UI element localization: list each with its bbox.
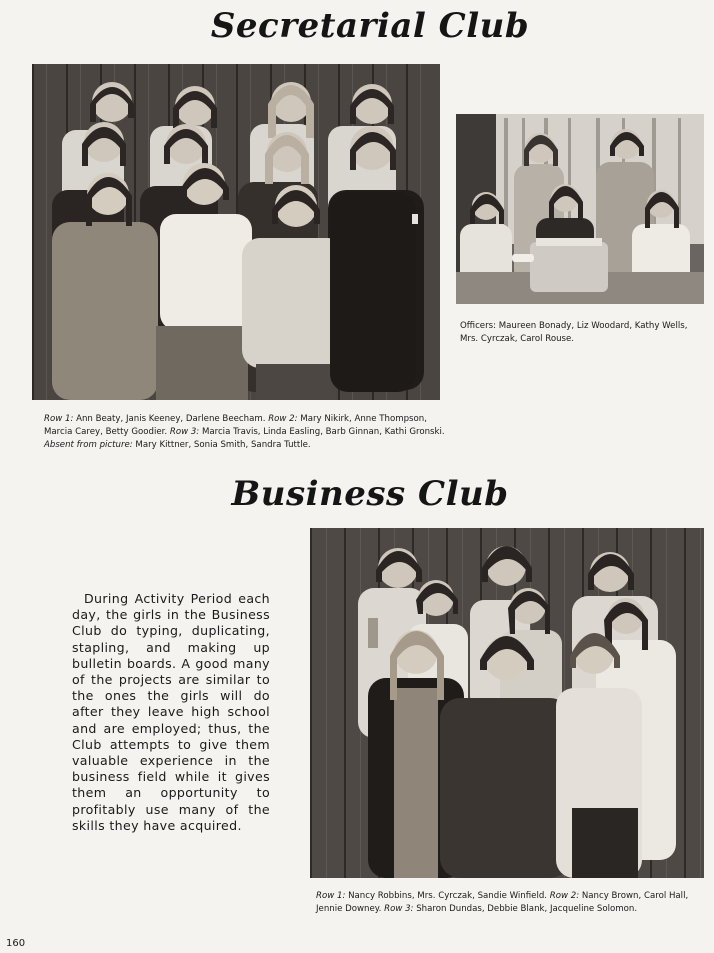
secretarial-club-title: Secretarial Club: [210, 6, 530, 46]
business-club-description: During Activity Period each day, the girls in the Business Club do typing, duplicating, stapling, and making up bulletin boards. A good many of the projects are similar to the ones the girls will do after they leave high school and are employed; thus, the Club attempts to give them valuable experience in the business field while it gives them an opportunity to profitably use many of the skills they have acquired.: [72, 591, 270, 833]
officers-caption-label: Officers:: [460, 321, 496, 331]
business-club-group-caption: [316, 890, 706, 916]
absent-names: Mary Kittner, Sonia Smith, Sandra Tuttle.: [135, 440, 311, 450]
row-2-names: Mary Nikirk, Anne Thompson, Marcia Carey, Betty Goodier.: [44, 414, 427, 437]
business-club-group-photo: [310, 528, 704, 878]
row-3-label: Row 3:: [169, 427, 200, 437]
row-2-label: Row 2:: [549, 891, 580, 901]
row-1-label: Row 1:: [316, 891, 346, 901]
row-1-names: Nancy Robbins, Mrs. Cyrczak, Sandie Winfield.: [348, 891, 548, 901]
officers-caption-names: Maureen Bonady, Liz Woodard, Kathy Wells, Mrs. Cyrczak, Carol Rouse.: [460, 321, 688, 344]
secretarial-club-group-caption: [44, 413, 448, 452]
row-3-names: Sharon Dundas, Debbie Blank, Jacqueline Solomon.: [416, 904, 638, 914]
page-number: 160: [6, 938, 26, 949]
row-3-label: Row 3:: [384, 904, 414, 914]
row-2-names: Nancy Brown, Carol Hall, Jennie Downey.: [316, 891, 689, 914]
business-club-title: Business Club: [231, 474, 509, 514]
row-1-label: Row 1:: [44, 414, 74, 424]
officers-caption: [460, 320, 708, 346]
secretarial-club-officers-photo: [456, 114, 704, 304]
row-2-label: Row 2:: [268, 414, 298, 424]
row-3-names: Marcia Travis, Linda Easling, Barb Ginnan, Kathi Gronski.: [201, 427, 445, 437]
secretarial-club-group-photo: [32, 64, 440, 400]
row-1-names: Ann Beaty, Janis Keeney, Darlene Beecham.: [76, 414, 266, 424]
absent-label: Absent from picture:: [44, 440, 133, 450]
